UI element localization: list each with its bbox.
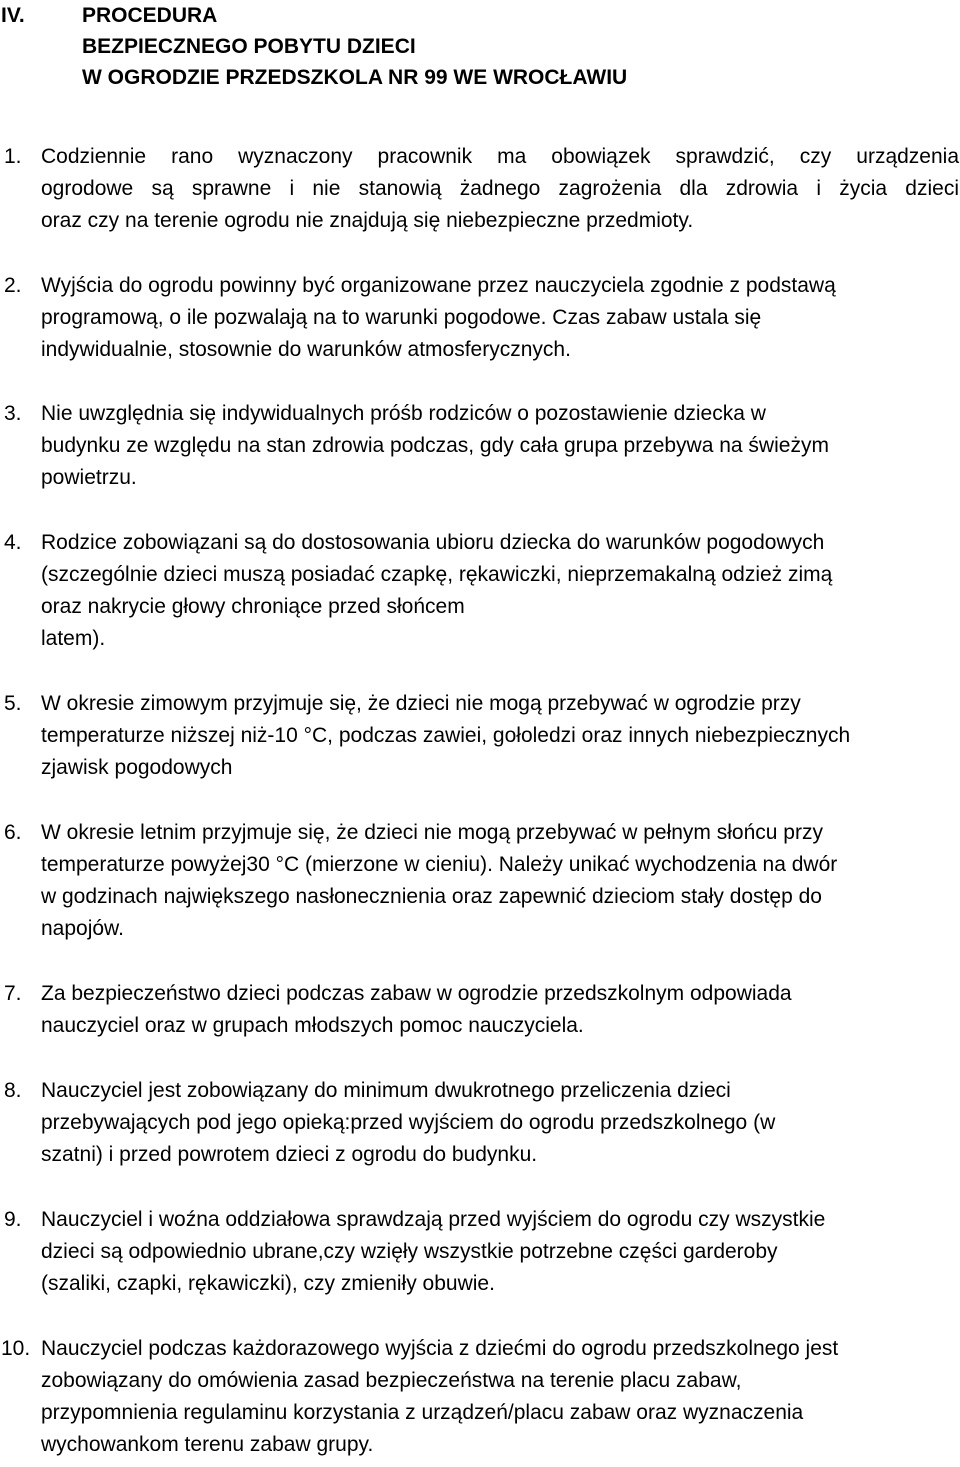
list-item-line: zjawisk pogodowych (41, 756, 233, 779)
list-item-number: 6. (4, 821, 22, 844)
list-item-line: temperaturze niższej niż-10 °C, podczas zawiei, gołoledzi oraz innych niebezpiecznych (41, 724, 851, 747)
list-item-text (41, 527, 959, 655)
list-item-line: Nie uwzględnia się indywidualnych próśb rodziców o pozostawienie dziecka w (41, 402, 766, 425)
section-title-line-2: BEZPIECZNEGO POBYTU DZIECI (82, 35, 416, 58)
list-item-text (41, 978, 959, 1042)
list-item-line: oraz nakrycie głowy chroniące przed słońcem (41, 595, 465, 618)
list-item-line: budynku ze względu na stan zdrowia podczas, gdy cała grupa przebywa na świeżym (41, 434, 829, 457)
list-item-text (41, 270, 959, 366)
list-item-line: W okresie zimowym przyjmuje się, że dzieci nie mogą przebywać w ogrodzie przy (41, 692, 801, 715)
list-item-text (41, 1075, 959, 1171)
list-item-number: 9. (4, 1208, 22, 1231)
section-number: IV. (1, 4, 25, 27)
section-title-line-3: W OGRODZIE PRZEDSZKOLA NR 99 WE WROCŁAWIU (82, 66, 628, 89)
list-item-line: szatni) i przed powrotem dzieci z ogrodu do budynku. (41, 1143, 538, 1166)
list-item-line: Rodzice zobowiązani są do dostosowania ubioru dziecka do warunków pogodowych (41, 531, 825, 554)
list-item-line: (szczególnie dzieci muszą posiadać czapkę, rękawiczki, nieprzemakalną odzież zimą (41, 563, 833, 586)
list-item-line: indywidualnie, stosownie do warunków atmosferycznych. (41, 338, 571, 361)
list-item-text (41, 398, 959, 494)
list-item-number: 10. (1, 1337, 31, 1360)
list-item-number: 3. (4, 402, 22, 425)
list-item-line: wychowankom terenu zabaw grupy. (41, 1433, 374, 1456)
list-item-line: programową, o ile pozwalają na to warunki pogodowe. Czas zabaw ustala się (41, 306, 762, 329)
list-item-text (41, 141, 959, 237)
list-item-number: 2. (4, 274, 22, 297)
list-item-line: Nauczyciel jest zobowiązany do minimum dwukrotnego przeliczenia dzieci (41, 1079, 731, 1102)
list-item-text (41, 817, 959, 945)
list-item-line: Wyjścia do ogrodu powinny być organizowane przez nauczyciela zgodnie z podstawą (41, 274, 836, 297)
list-item-number: 1. (4, 145, 22, 168)
list-item-text (41, 1204, 959, 1300)
list-item-line: W okresie letnim przyjmuje się, że dzieci nie mogą przebywać w pełnym słońcu przy (41, 821, 823, 844)
list-item-line: zobowiązany do omówienia zasad bezpieczeństwa na terenie placu zabaw, (41, 1369, 742, 1392)
list-item-line: oraz czy na terenie ogrodu nie znajdują się niebezpieczne przedmioty. (41, 209, 694, 232)
list-item-text (41, 688, 959, 784)
list-item-line: Nauczyciel i woźna oddziałowa sprawdzają przed wyjściem do ogrodu czy wszystkie (41, 1208, 826, 1231)
list-item-line: nauczyciel oraz w grupach młodszych pomoc nauczyciela. (41, 1014, 584, 1037)
section-title-line-1: PROCEDURA (82, 4, 218, 27)
list-item-number: 8. (4, 1079, 22, 1102)
list-item-line: przypomnienia regulaminu korzystania z urządzeń/placu zabaw oraz wyznaczenia (41, 1401, 804, 1424)
list-item-line: latem). (41, 627, 106, 650)
list-item-line: powietrzu. (41, 466, 137, 489)
list-item-line: (szaliki, czapki, rękawiczki), czy zmieniły obuwie. (41, 1272, 495, 1295)
list-item-line: Za bezpieczeństwo dzieci podczas zabaw w ogrodzie przedszkolnym odpowiada (41, 982, 792, 1005)
list-item-line: Nauczyciel podczas każdorazowego wyjścia z dziećmi do ogrodu przedszkolnego jest (41, 1337, 839, 1360)
list-item-text (41, 1333, 959, 1461)
list-item-number: 7. (4, 982, 22, 1005)
list-item-number: 4. (4, 531, 22, 554)
list-item-line: dzieci są odpowiednio ubrane,czy wzięły wszystkie potrzebne części garderoby (41, 1240, 778, 1263)
list-item-line: napojów. (41, 917, 124, 940)
list-item-line: ogrodowe są sprawne i nie stanowią żadnego zagrożenia dla zdrowia i życia dzieci (41, 177, 959, 200)
list-item-line: w godzinach największego nasłonecznienia oraz zapewnić dzieciom stały dostęp do (41, 885, 822, 908)
list-item-line: Codziennie rano wyznaczony pracownik ma obowiązek sprawdzić, czy urządzenia (41, 145, 959, 168)
list-item-number: 5. (4, 692, 22, 715)
list-item-line: przebywających pod jego opieką:przed wyjściem do ogrodu przedszkolnego (w (41, 1111, 776, 1134)
list-item-line: temperaturze powyżej30 °C (mierzone w cieniu). Należy unikać wychodzenia na dwór (41, 853, 838, 876)
